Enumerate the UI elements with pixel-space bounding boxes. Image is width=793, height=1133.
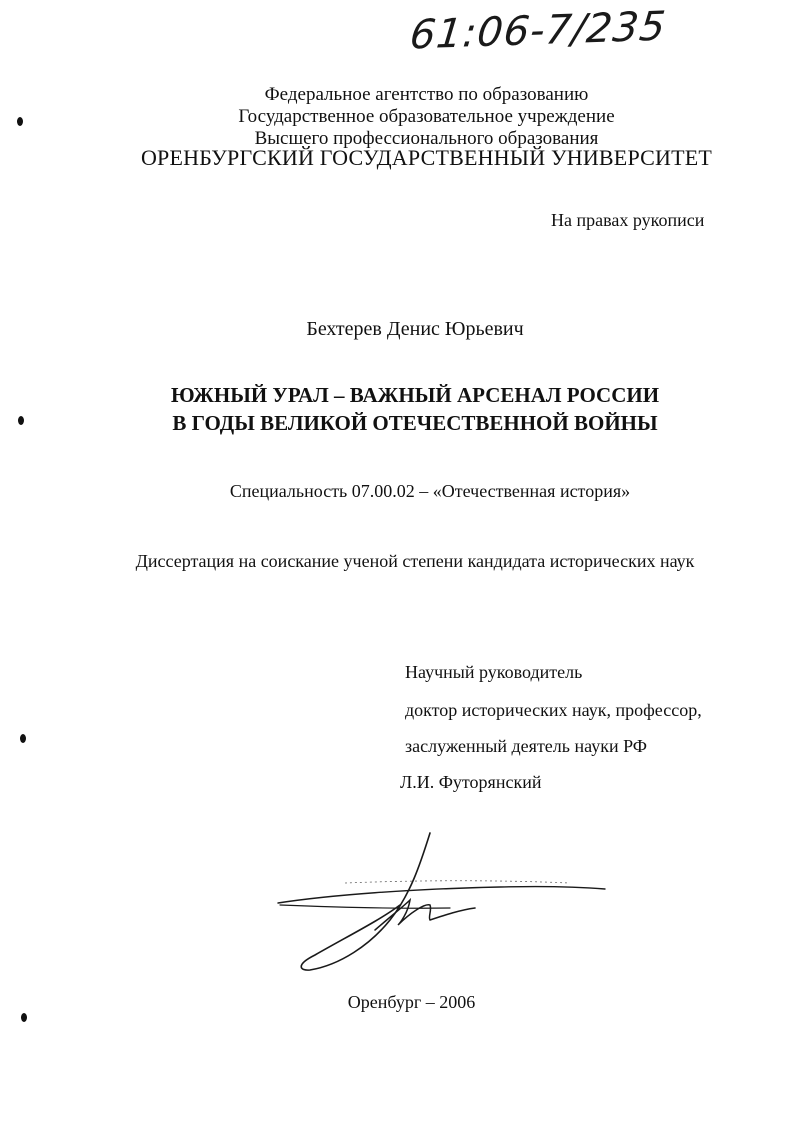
- advisor-honor: заслуженный деятель науки РФ: [405, 736, 647, 756]
- header-education-level: Высшего профессионального образования: [254, 128, 599, 149]
- city-year: Оренбург – 2006: [347, 992, 476, 1012]
- scan-mark-4: [21, 1013, 27, 1022]
- scan-mark-3: [20, 734, 26, 743]
- header-university: ОРЕНБУРГСКИЙ ГОСУДАРСТВЕННЫЙ УНИВЕРСИТЕТ: [140, 145, 713, 170]
- header-agency: Федеральное агентство по образованию: [264, 84, 589, 105]
- advisor-name: Л.И. Футорянский: [400, 772, 542, 792]
- scan-mark-1: [17, 117, 23, 126]
- archive-stamp: 61:06-7/235: [407, 3, 669, 59]
- thesis-title-line-2: В ГОДЫ ВЕЛИКОЙ ОТЕЧЕСТВЕННОЙ ВОЙНЫ: [172, 411, 658, 435]
- rights-note: На правах рукописи: [551, 210, 705, 230]
- advisor-degree: доктор исторических наук, профессор,: [405, 700, 702, 720]
- thesis-title-line-1: ЮЖНЫЙ УРАЛ – ВАЖНЫЙ АРСЕНАЛ РОССИИ: [170, 383, 660, 407]
- dissertation-statement: Диссертация на соискание ученой степени кандидата исторических наук: [135, 551, 695, 571]
- header-institution-type: Государственное образовательное учреждение: [238, 106, 615, 127]
- scan-mark-2: [18, 416, 24, 425]
- signature-image: [270, 825, 615, 975]
- advisor-role: Научный руководитель: [405, 662, 583, 682]
- speciality: Специальность 07.00.02 – «Отечественная история»: [229, 481, 631, 501]
- author-name: Бехтерев Денис Юрьевич: [306, 318, 524, 340]
